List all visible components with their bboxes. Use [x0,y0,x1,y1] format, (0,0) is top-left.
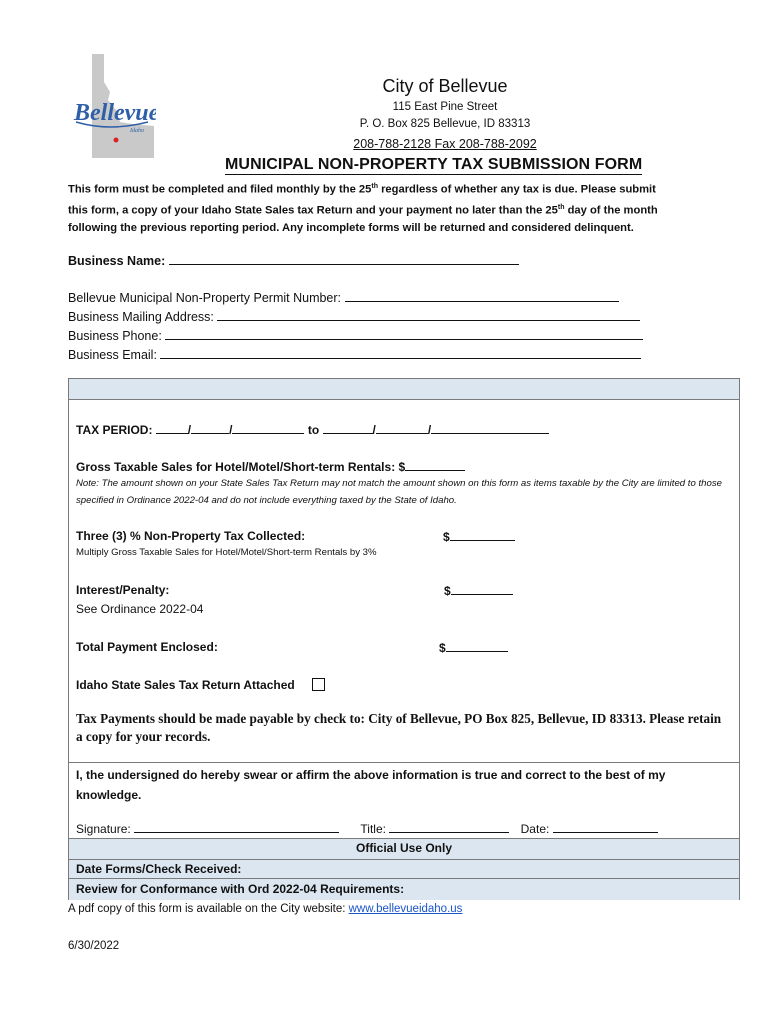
idaho-state-icon [70,52,156,160]
po-box-address: P. O. Box 825 Bellevue, ID 83313 [359,118,531,130]
business-email-field[interactable] [68,347,641,362]
three-percent-amount[interactable]: $ [443,529,515,544]
signature-row[interactable] [76,821,658,836]
interest-amount[interactable]: $ [444,583,513,598]
logo-subtext: Idaho [130,128,144,134]
signature-label: Signature: [76,822,131,836]
tax-period-end-day[interactable] [376,422,428,434]
title-line[interactable] [389,821,509,833]
intro-paragraph: This form must be completed and filed monthly by the 25th regardless of whether any tax is due. Please submit this form, a copy of your Idaho State Sales tax Return and your payment no later than the 25th day of the month following the previous reporting period. Any incomplete forms will be returned and considered delinquent. [68,183,658,235]
gross-sales-amount[interactable] [405,459,465,471]
gross-sales-note: Note: The amount shown on your State Sales Tax Return may not match the amount shown on this form as items taxable by the City are limited to those specified in Ordinance 2022-04 and do not include everything taxed by the State of Idaho. [76,478,722,506]
city-logo [70,52,156,160]
signature-line[interactable] [134,821,339,833]
official-use-section [69,838,739,900]
three-percent-label: Three (3) % Non-Property Tax Collected: [76,529,306,543]
interest-note: See Ordinance 2022-04 [76,602,204,616]
business-name-line[interactable] [169,253,519,265]
street-address: 115 East Pine Street [392,101,498,113]
three-percent-note: Multiply Gross Taxable Sales for Hotel/Motel/Short-term Rentals by 3% [76,547,377,558]
form-revision-date: 6/30/2022 [68,940,120,952]
tax-period-end-month[interactable] [323,422,373,434]
tax-period-start-day[interactable] [191,422,229,434]
tax-period-end-year[interactable] [431,422,549,434]
tax-submission-box [68,378,740,900]
tax-period-label: TAX PERIOD: [76,423,153,437]
footer-note: A pdf copy of this form is available on the City website: www.bellevueidaho.us [68,903,463,915]
permit-number-label: Bellevue Municipal Non-Property Permit Number: [68,291,342,305]
review-label: Review for Conformance with Ord 2022-04 Requirements: [76,882,405,896]
gross-sales-label: Gross Taxable Sales for Hotel/Motel/Short-term Rentals: [76,460,396,474]
business-phone-label: Business Phone: [68,329,162,343]
tax-period-to: to [307,423,320,437]
idaho-return-checkbox[interactable] [312,678,325,691]
business-phone-line[interactable] [165,328,643,340]
business-email-label: Business Email: [68,348,157,362]
affirmation-text: I, the undersigned do hereby swear or affirm the above information is true and correct to the best of my knowledge. [76,768,666,802]
date-received-label: Date Forms/Check Received: [76,862,242,876]
shaded-header-band [69,379,739,400]
logo-text: Bellevue [74,100,156,126]
mailing-address-field[interactable] [68,309,640,324]
mailing-address-label: Business Mailing Address: [68,310,214,324]
business-email-line[interactable] [160,347,641,359]
tax-period-row[interactable]: TAX PERIOD: / / to / / [76,422,549,437]
mailing-address-line[interactable] [217,309,640,321]
business-name-field[interactable] [68,253,519,268]
permit-number-field[interactable] [68,290,619,305]
tax-period-start-year[interactable] [232,422,304,434]
tax-period-start-month[interactable] [156,422,188,434]
interest-label: Interest/Penalty: [76,583,170,597]
business-phone-field[interactable] [68,328,643,343]
business-name-label: Business Name: [68,254,166,268]
total-payment-label: Total Payment Enclosed: [76,640,218,654]
gross-sales-row[interactable]: Gross Taxable Sales for Hotel/Motel/Short-term Rentals: $ [76,459,465,474]
payable-instructions: Tax Payments should be made payable by check to: City of Bellevue, PO Box 825, Bellevue, ID 83313. Please retain a copy for your records. [76,711,722,744]
total-payment-amount[interactable]: $ [439,640,508,655]
city-name: City of Bellevue [382,76,508,96]
permit-number-line[interactable] [345,290,619,302]
phone-fax: 208-788-2128 Fax 208-788-2092 [353,137,537,151]
city-website-link[interactable]: www.bellevueidaho.us [348,903,463,915]
idaho-return-label: Idaho State Sales Tax Return Attached [76,678,295,692]
form-title: MUNICIPAL NON-PROPERTY TAX SUBMISSION FORM [225,156,643,173]
title-label: Title: [360,822,386,836]
idaho-return-row[interactable] [76,678,325,692]
date-line[interactable] [553,821,658,833]
official-use-title: Official Use Only [355,841,453,855]
date-label: Date: [520,822,550,836]
